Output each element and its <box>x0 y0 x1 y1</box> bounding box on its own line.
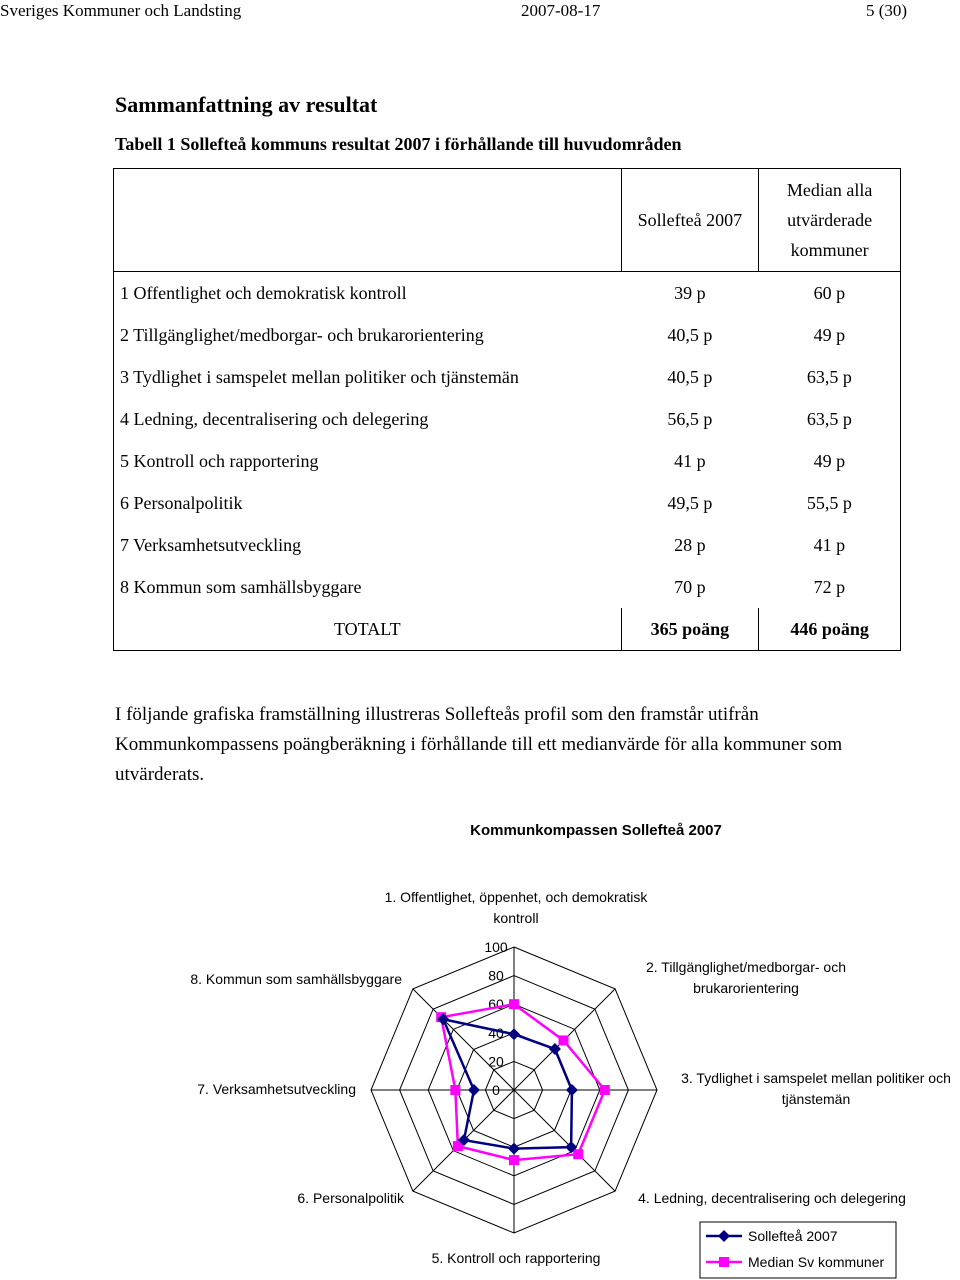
header-median-line: kommuner <box>790 240 869 260</box>
table-row <box>114 398 901 440</box>
total-label: TOTALT <box>114 608 622 651</box>
header-org: Sveriges Kommuner och Landsting <box>0 1 242 20</box>
data-point-marker <box>573 1149 583 1159</box>
table-row <box>114 440 901 482</box>
header-median <box>759 169 901 272</box>
row-median-value: 63,5 p <box>759 398 901 440</box>
row-median-value: 60 p <box>759 272 901 315</box>
row-label: 4 Ledning, decentralisering och delegering <box>114 398 622 440</box>
row-label: 7 Verksamhetsutveckling <box>114 524 622 566</box>
results-table <box>113 168 901 651</box>
tick-label: 100 <box>484 939 508 955</box>
axis-label: 2. Tillgänglighet/medborgar- och <box>645 959 847 975</box>
header-median-line: Median alla <box>786 180 873 200</box>
axis-label: 3. Tydlighet i samspelet mellan politiker och <box>681 1070 951 1086</box>
axis-label: 8. Kommun som samhällsbyggare <box>190 971 402 987</box>
data-point-marker <box>468 1084 480 1096</box>
row-median-value: 55,5 p <box>759 482 901 524</box>
row-label: 6 Personalpolitik <box>114 482 622 524</box>
header-empty-cell <box>114 169 622 272</box>
row-sollefta-value: 70 p <box>674 576 706 597</box>
row-label: 2 Tillgänglighet/medborgar- och brukarorientering <box>114 314 622 356</box>
axis-label: 4. Ledning, decentralisering och delegering <box>638 1190 906 1206</box>
total-median-value: 446 poäng <box>759 608 901 651</box>
data-point-marker <box>600 1085 610 1095</box>
header-median-line: utvärderade <box>787 210 873 230</box>
row-sollefta-value: 39 p <box>674 282 706 303</box>
axis-label: kontroll <box>493 910 539 926</box>
table-header-row <box>114 169 901 272</box>
axis-label: brukarorientering <box>693 980 799 996</box>
header-page-number: 5 (30) <box>866 1 908 20</box>
total-sollefta-value: 365 poäng <box>621 608 759 651</box>
body-paragraph: I följande grafiska framställning illustreras Sollefteås profil som den framstår utifrån Kommunkompassens poängberäkning i förhållande till ett medianvärde för alla kommuner som utvärderats. <box>115 704 843 785</box>
axis-label: 1. Offentlighet, öppenhet, och demokratisk <box>384 889 648 905</box>
row-label: 1 Offentlighet och demokratisk kontroll <box>114 272 622 315</box>
row-sollefta-value: 49,5 p <box>667 492 713 513</box>
header-sollefta: Sollefteå 2007 <box>621 169 759 272</box>
legend-swatch-marker <box>719 1257 729 1267</box>
axis-label: 7. Verksamhetsutveckling <box>197 1081 356 1097</box>
data-point-marker <box>509 999 519 1009</box>
tick-label: 0 <box>492 1082 500 1098</box>
data-point-marker <box>566 1084 578 1096</box>
table-row <box>114 314 901 356</box>
data-point-marker <box>509 1155 519 1165</box>
row-median-value: 41 p <box>759 524 901 566</box>
table-row <box>114 566 901 608</box>
table-row <box>114 272 901 315</box>
tick-label: 40 <box>488 1024 504 1041</box>
row-label: 8 Kommun som samhällsbyggare <box>114 566 622 608</box>
legend-label: Sollefteå 2007 <box>748 1228 838 1244</box>
row-sollefta-value: 40,5 p <box>667 324 713 345</box>
page-header <box>0 0 960 24</box>
table-row <box>114 356 901 398</box>
axis-label: tjänstemän <box>781 1091 851 1107</box>
data-point-marker <box>559 1035 569 1045</box>
table-total-row <box>114 608 901 651</box>
axis-label: 5. Kontroll och rapportering <box>431 1250 601 1266</box>
row-sollefta-value: 56,5 p <box>667 408 713 429</box>
row-median-value: 49 p <box>759 314 901 356</box>
tick-label: 20 <box>488 1053 504 1070</box>
row-sollefta-value: 40,5 p <box>667 366 713 387</box>
table-row <box>114 482 901 524</box>
row-label: 3 Tydlighet i samspelet mellan politiker och tjänstemän <box>114 356 622 398</box>
row-median-value: 63,5 p <box>759 356 901 398</box>
section-title: Sammanfattning av resultat <box>115 92 378 117</box>
table-caption: Tabell 1 Sollefteå kommuns resultat 2007 i förhållande till huvudområden <box>115 134 682 154</box>
radar-chart <box>0 800 960 1280</box>
legend-label: Median Sv kommuner <box>748 1254 885 1270</box>
row-label: 5 Kontroll och rapportering <box>114 440 622 482</box>
chart-title: Kommunkompassen Sollefteå 2007 <box>470 822 722 839</box>
axis-label: 6. Personalpolitik <box>297 1190 404 1206</box>
row-sollefta-value: 41 p <box>674 450 706 471</box>
header-date: 2007-08-17 <box>521 1 601 20</box>
row-sollefta-value: 28 p <box>674 534 706 555</box>
row-median-value: 72 p <box>759 566 901 608</box>
tick-label: 80 <box>488 967 504 984</box>
data-point-marker <box>508 1028 520 1040</box>
tick-label: 60 <box>488 996 504 1013</box>
table-row <box>114 524 901 566</box>
data-point-marker <box>450 1085 460 1095</box>
row-median-value: 49 p <box>759 440 901 482</box>
data-point-marker <box>508 1143 520 1155</box>
